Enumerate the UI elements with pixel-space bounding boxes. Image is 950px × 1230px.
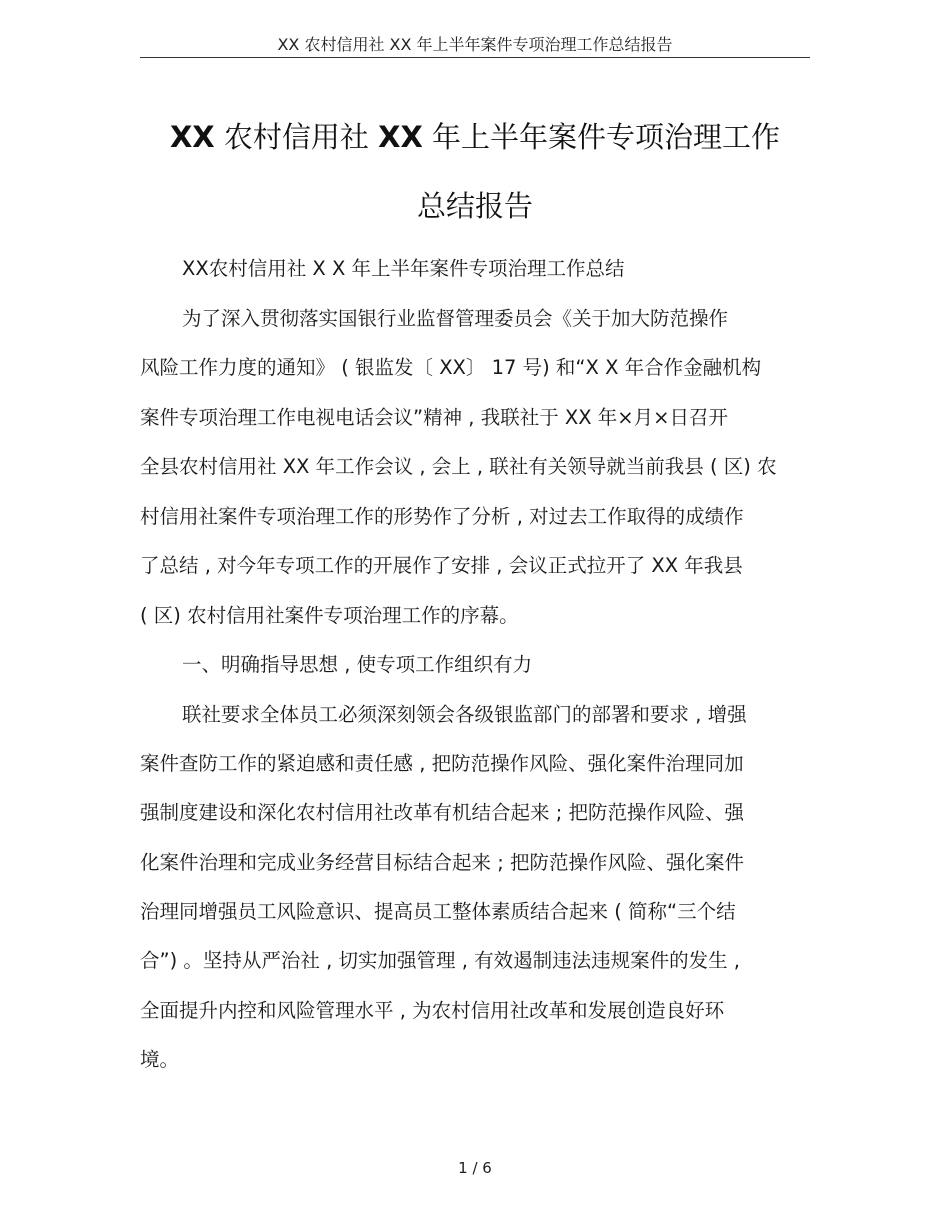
body-line: 全面提升内控和风险管理水平 , 为农村信用社改革和发展创造良好环 [140,999,725,1022]
body-line: 治理同增强员工风险意识、提高员工整体素质结合起来 ( 简称“三个结 [140,900,736,923]
body-line: 强制度建设和深化农村信用社改革有机结合起来 ; 把防范操作风险、强 [140,801,744,824]
body-line: 为了深入贯彻落实国银行业监督管理委员会《关于加大防范操作 [182,307,729,330]
title-xx-2: XX [378,120,423,154]
header-divider [140,57,810,58]
body-line: 联社要求全体员工必须深刻领会各级银监部门的部署和要求 , 增强 [182,703,747,726]
title-xx-1: XX [169,120,215,154]
body-line: ( 区) 农村信用社案件专项治理工作的序幕。 [140,604,519,627]
section-heading: 一、明确指导思想 , 使专项工作组织有力 [182,653,533,676]
body-line: 案件查防工作的紧迫感和责任感 , 把防范操作风险、强化案件治理同加 [140,752,744,775]
title-text-1: 农村信用社 [214,120,379,154]
body-line: 化案件治理和完成业务经营目标结合起来 ; 把防范操作风险、强化案件 [140,851,744,874]
title-text-2: 年上半年案件专项治理工作 [422,120,781,154]
page-number: 1 / 6 [458,1159,492,1177]
body-line: 案件专项治理工作电视电话会议”精神 , 我联社于 XX 年×月×日召开 [140,406,728,429]
document-title-line-1 [140,117,810,157]
body-line: 合”) 。坚持从严治社 , 切实加强管理 , 有效遏制违法违规案件的发生 , [140,949,740,972]
subtitle-line: XX农村信用社 X X 年上半年案件专项治理工作总结 [182,257,625,280]
document-title-line-2: 总结报告 [416,189,533,223]
body-line: 风险工作力度的通知》 ( 银监发〔 XX〕 17 号) 和“X X 年合作金融机构 [140,356,762,379]
body-line: 境。 [140,1048,180,1071]
body-line: 村信用社案件专项治理工作的形势作了分析 , 对过去工作取得的成绩作 [140,505,744,528]
running-header: XX 农村信用社 XX 年上半年案件专项治理工作总结报告 [277,35,673,54]
body-line: 全县农村信用社 XX 年工作会议 , 会上 , 联社有关领导就当前我县 ( 区) 农 [140,455,777,478]
body-line: 了总结 , 对今年专项工作的开展作了安排 , 会议正式拉开了 XX 年我县 [140,554,743,577]
